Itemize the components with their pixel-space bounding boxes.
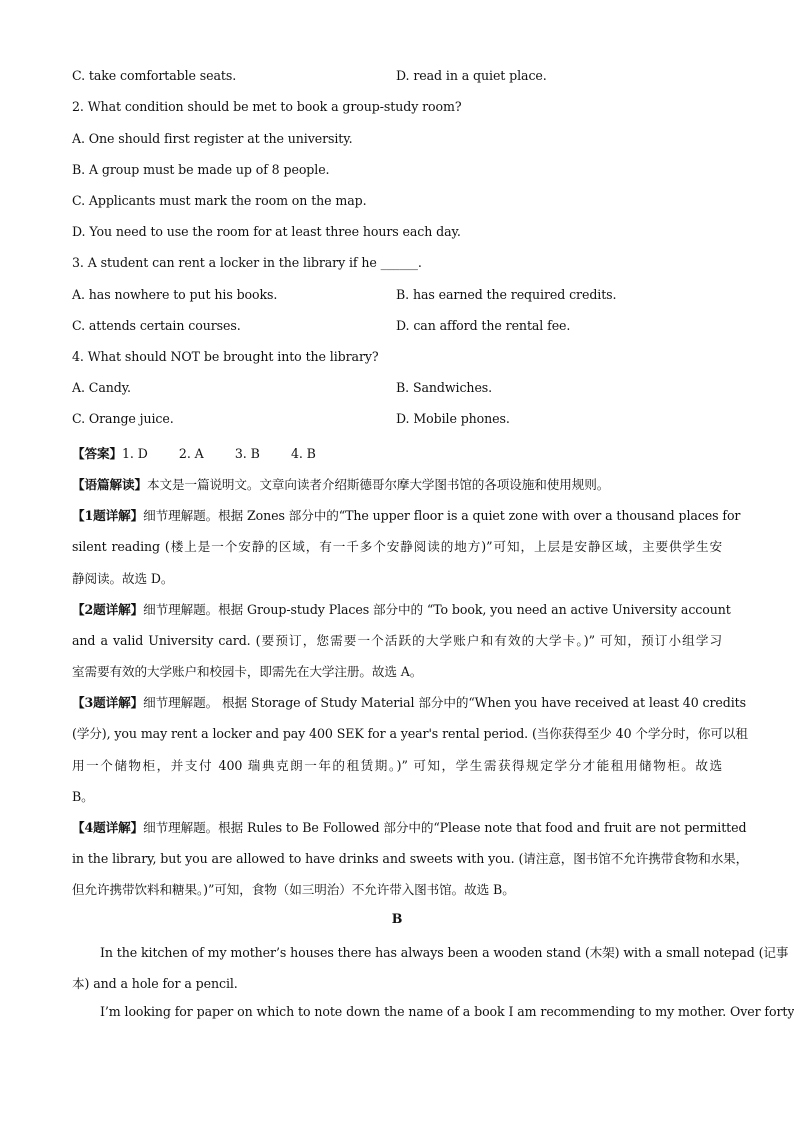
detail-4-line-1 bbox=[72, 817, 747, 836]
q4-option-d: D. Mobile phones. bbox=[396, 411, 510, 426]
detail-2-text: 细节理解题。根据 Group-study Places 部分中的 “To book, you need an active University account bbox=[143, 602, 731, 617]
q3-option-b: B. has earned the required credits. bbox=[396, 287, 617, 302]
detail-2-label: 【2题详解】 bbox=[72, 602, 144, 617]
section-b-p1-line-1: In the kitchen of my mother’s houses there has always been a wooden stand (木架) with a small notepad (记事 bbox=[100, 945, 789, 960]
answer-key bbox=[72, 443, 316, 462]
q1-option-c: C. take comfortable seats. bbox=[72, 68, 237, 83]
detail-4-label: 【4题详解】 bbox=[72, 820, 144, 835]
q4-option-c: C. Orange juice. bbox=[72, 411, 174, 426]
overview bbox=[72, 474, 609, 493]
q3-option-a: A. has nowhere to put his books. bbox=[72, 287, 278, 302]
q4-stem: 4. What should NOT be brought into the library? bbox=[72, 349, 379, 364]
detail-3-line-3: 用一个储物柜，并支付 400 瑞典克朗一年的租赁期。)” 可知，学生需获得规定学分才能租用储物柜。故选 bbox=[72, 758, 722, 773]
detail-4-text: 细节理解题。根据 Rules to Be Followed 部分中的“Please note that food and fruit are not permitted bbox=[143, 820, 747, 835]
q2-option-c: C. Applicants must mark the room on the map. bbox=[72, 193, 367, 208]
section-b-p1-line-2: 本) and a hole for a pencil. bbox=[72, 976, 238, 991]
q3-option-d: D. can afford the rental fee. bbox=[396, 318, 571, 333]
answer-label: 【答案】 bbox=[72, 446, 122, 461]
detail-2-line-2: and a valid University card. (要预订，您需要一个活跃的大学账户和有效的大学卡。)” 可知，预订小组学习 bbox=[72, 633, 722, 648]
detail-2-line-1 bbox=[72, 599, 731, 618]
detail-3-line-4: B。 bbox=[72, 789, 94, 804]
q3-stem: 3. A student can rent a locker in the library if he ______. bbox=[72, 255, 422, 270]
detail-1-line-1 bbox=[72, 505, 741, 524]
detail-1-text: 细节理解题。根据 Zones 部分中的“The upper floor is a quiet zone with over a thousand places for bbox=[143, 508, 741, 523]
answer-text: 1. D 2. A 3. B 4. B bbox=[121, 446, 316, 461]
detail-3-line-1 bbox=[72, 692, 746, 711]
detail-3-line-2: (学分), you may rent a locker and pay 400 SEK for a year's rental period. (当你获得至少 40 个学分时，你可以租 bbox=[72, 726, 748, 741]
detail-3-text: 细节理解题。 根据 Storage of Study Material 部分中的“When you have received at least 40 credits bbox=[143, 695, 746, 710]
overview-text: 本文是一篇说明文。文章向读者介绍斯德哥尔摩大学图书馆的各项设施和使用规则。 bbox=[146, 477, 610, 492]
q4-option-b: B. Sandwiches. bbox=[396, 380, 493, 395]
detail-2-line-3: 室需要有效的大学账户和校园卡，即需先在大学注册。故选 A。 bbox=[72, 664, 423, 679]
detail-4-line-3: 但允许携带饮料和糖果。)”可知，食物（如三明治）不允许带入图书馆。故选 B。 bbox=[72, 882, 515, 897]
q1-option-d: D. read in a quiet place. bbox=[396, 68, 547, 83]
detail-1-line-2: silent reading (楼上是一个安静的区域，有一千多个安静阅读的地方)”可知，上层是安静区域，主要供学生安 bbox=[72, 539, 722, 554]
detail-1-label: 【1题详解】 bbox=[72, 508, 144, 523]
q2-option-a: A. One should first register at the university. bbox=[72, 131, 353, 146]
q3-option-c: C. attends certain courses. bbox=[72, 318, 241, 333]
q4-option-a: A. Candy. bbox=[72, 380, 131, 395]
section-b-p2-line-1: I’m looking for paper on which to note down the name of a book I am recommending to my mother. Over forty bbox=[100, 1004, 794, 1019]
overview-label: 【语篇解读】 bbox=[72, 477, 147, 492]
q2-stem: 2. What condition should be met to book a group-study room? bbox=[72, 99, 462, 114]
section-b-heading: B bbox=[391, 911, 403, 926]
detail-4-line-2: in the library, but you are allowed to have drinks and sweets with you. (请注意，图书馆不允许携带食物和水果， bbox=[72, 851, 749, 866]
detail-1-line-3: 静阅读。故选 D。 bbox=[72, 571, 174, 586]
q2-option-b: B. A group must be made up of 8 people. bbox=[72, 162, 330, 177]
detail-3-label: 【3题详解】 bbox=[72, 695, 144, 710]
q2-option-d: D. You need to use the room for at least three hours each day. bbox=[72, 224, 461, 239]
